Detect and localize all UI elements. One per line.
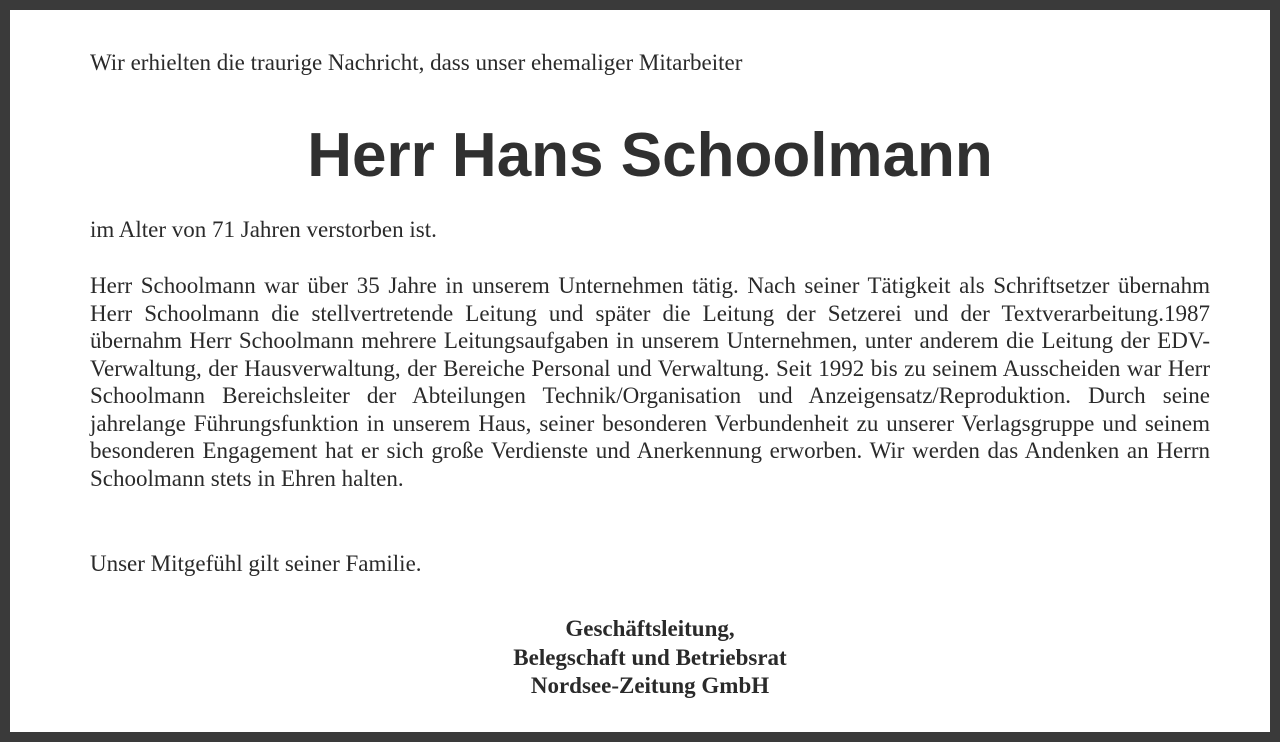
obituary-notice (90, 10, 1210, 732)
deceased-name: Herr Hans Schoolmann (307, 121, 993, 190)
signature-block (90, 615, 1210, 701)
sympathy-line: Unser Mitgefühl gilt seiner Familie. (90, 551, 422, 576)
signature-line: Belegschaft und Betriebsrat (513, 644, 787, 670)
intro-text: Wir erhielten die traurige Nachricht, dass unser ehemaliger Mitarbeiter (90, 50, 743, 75)
age-line: im Alter von 71 Jahren verstorben ist. (90, 217, 437, 242)
signature-line: Geschäftsleitung, (565, 616, 735, 641)
signature-line: Nordsee-Zeitung GmbH (530, 673, 770, 698)
body-paragraph: Herr Schoolmann war über 35 Jahre in unserem Unternehmen tätig. Nach seiner Tätigkeit als Schriftsetzer übernahm Herr Schoolmann die stellvertretende Leitung und später die Leitung der Setzerei und der Textverarbeitung.1987 übernahm Herr Schoolmann mehrere Leitungsaufgaben in unserem Unternehmen, unter anderem die Leitung der EDV-Verwaltung, der Hausverwaltung, der Bereiche Personal und Verwaltung. Seit 1992 bis zu seinem Ausscheiden war Herr Schoolmann Bereichsleiter der Abteilungen Technik/Organisation und Anzeigensatz/Reproduktion. Durch seine jahrelange Führungsfunktion in unserem Haus, seiner besonderen Verbundenheit zu unserer Verlagsgruppe und seinem besonderen Engagement hat er sich große Verdienste und Anerkennung erworben. Wir werden das Andenken an Herrn Schoolmann stets in Ehren halten. (90, 273, 1210, 491)
